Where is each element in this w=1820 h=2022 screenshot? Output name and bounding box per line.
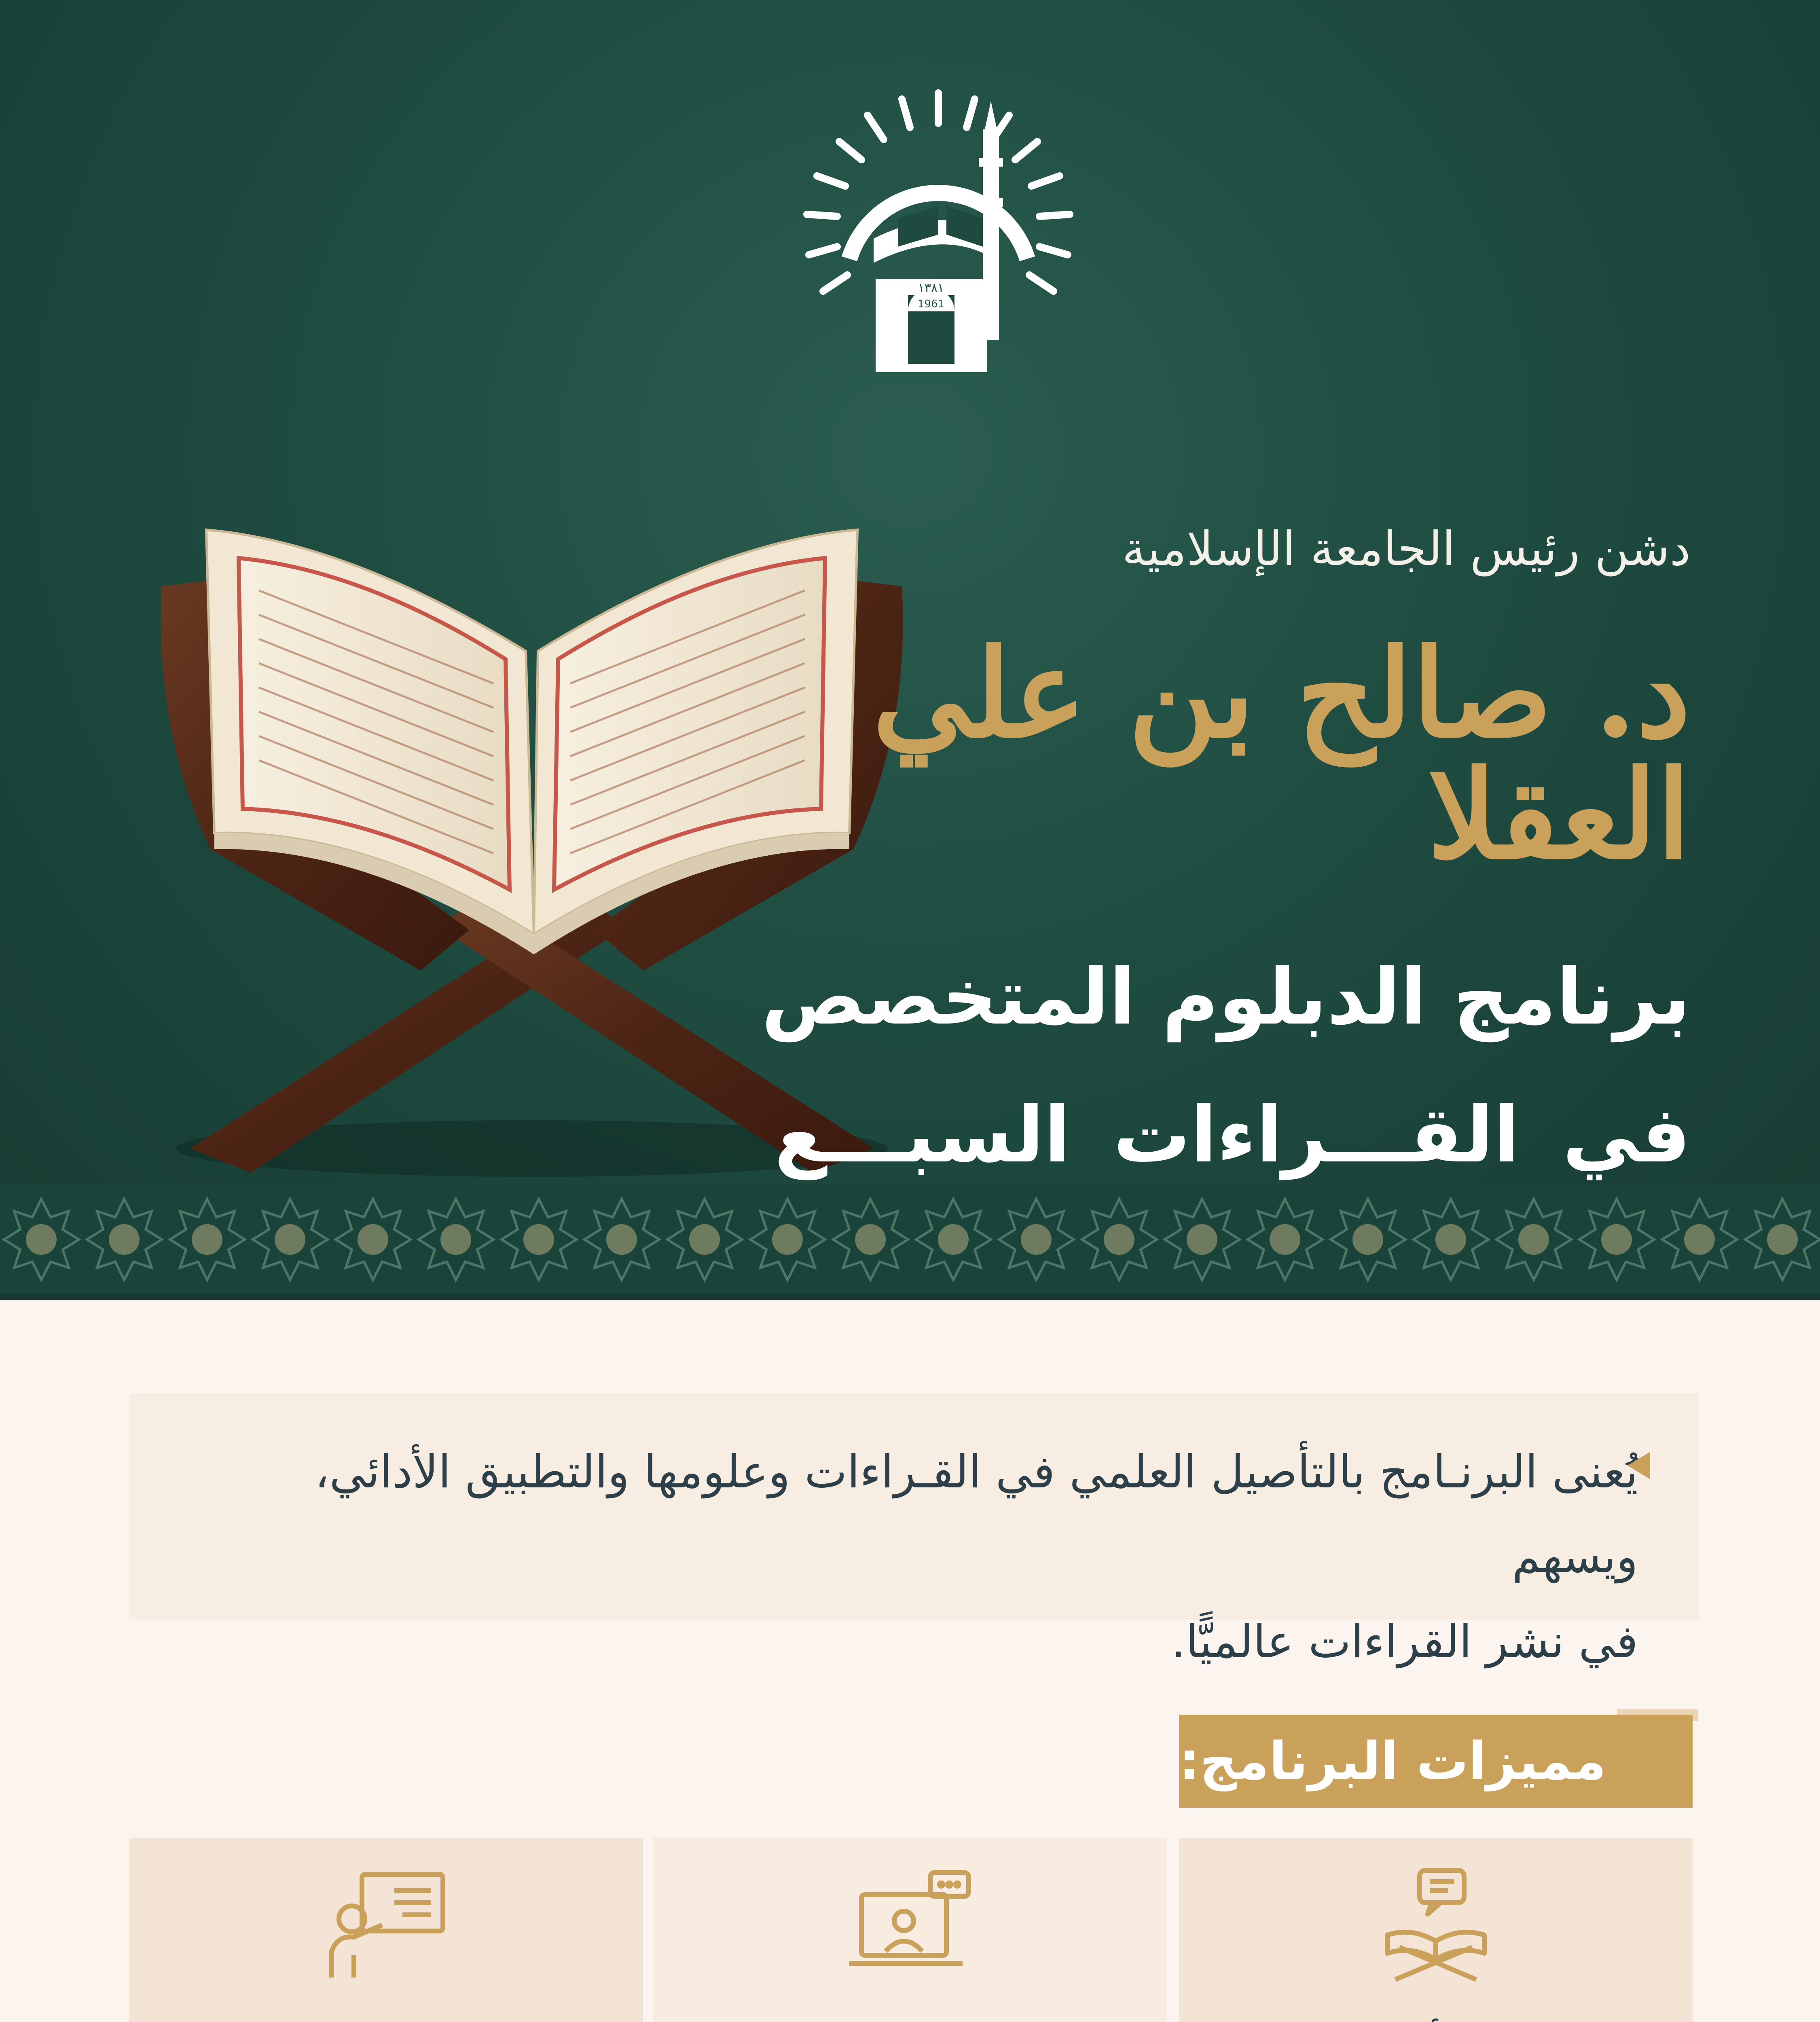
hero-text-block xyxy=(760,522,1691,1180)
quran-stand-chat-icon xyxy=(1371,1866,1500,1984)
president-name: د. صالح بن علي العقلا xyxy=(872,622,1691,886)
features-heading xyxy=(1179,1715,1693,1808)
intro-line2: في نشر القراءات عالميًّا. xyxy=(1171,1616,1638,1668)
bullet-arrow-icon xyxy=(1627,1452,1650,1479)
svg-text:١٣٨١: ١٣٨١ xyxy=(918,281,944,295)
program-intro-box xyxy=(129,1393,1699,1668)
launch-line: دشن رئيس الجامعة الإسلامية xyxy=(1122,522,1691,576)
feature-text-elearning xyxy=(710,2008,1106,2022)
svg-text:1961: 1961 xyxy=(917,298,945,310)
feature-card-academic xyxy=(1179,1838,1693,2022)
program-title-line1: برنامج الدبلوم المتخصص xyxy=(761,952,1691,1042)
feature-card-elearning xyxy=(653,1838,1167,2022)
intro-text xyxy=(190,1430,1638,1684)
feature-text-academic xyxy=(1236,2008,1632,2022)
features-heading-text: مميزات البرنامج: xyxy=(1179,1731,1606,1791)
star-pattern-graphic xyxy=(0,1185,1820,1294)
feature-text-faculty xyxy=(186,2008,582,2022)
feature-card-faculty xyxy=(129,1838,643,2022)
intro-line1: يُعنى البرنـامج بالتأصيل العلمي في القـراءات وعلومها والتطبيق الأدائي، ويسهم xyxy=(315,1446,1638,1583)
program-title-line2: في القـــراءات السبـــع xyxy=(774,1090,1691,1180)
online-laptop-icon xyxy=(845,1866,975,1984)
teacher-board-icon xyxy=(322,1866,451,1984)
islamic-pattern-band xyxy=(0,1185,1820,1300)
university-logo xyxy=(793,85,1084,384)
